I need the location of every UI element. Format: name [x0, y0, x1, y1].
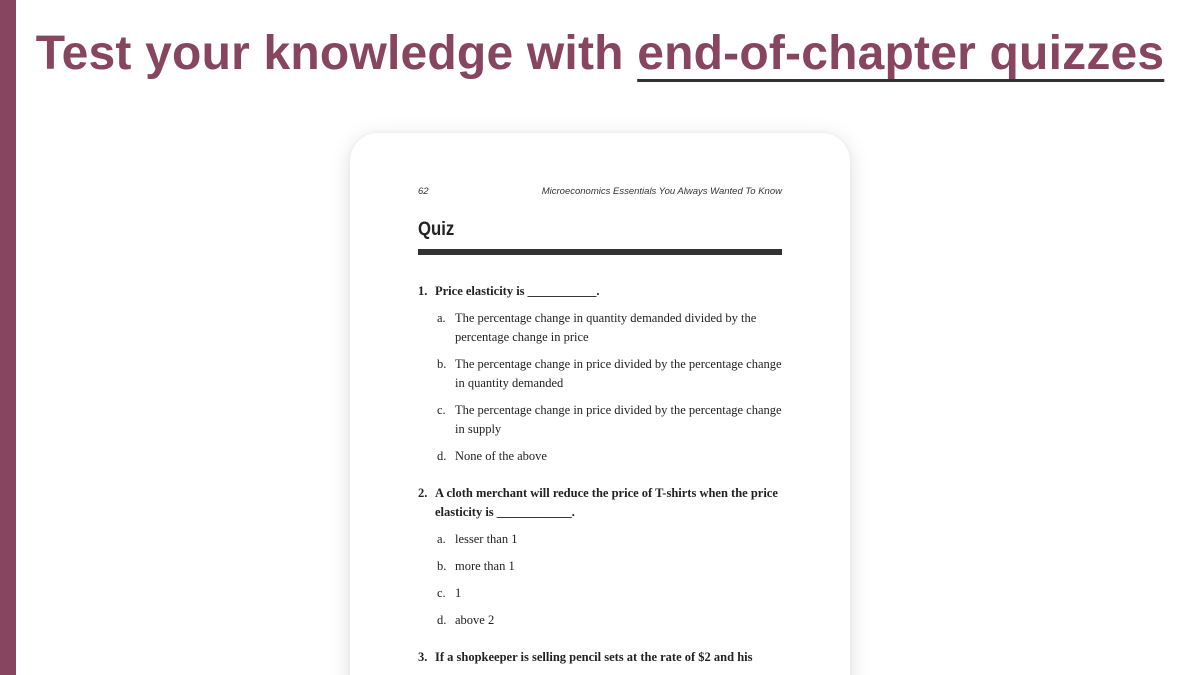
question-2	[418, 484, 782, 630]
option-text: The percentage change in price divided by the percentage change in supply	[455, 403, 782, 436]
question-number: 2.	[418, 486, 428, 500]
option-text: The percentage change in price divided by the percentage change in quantity demanded	[455, 357, 782, 390]
running-header	[418, 185, 782, 199]
option-b	[437, 355, 782, 393]
question-number: 1.	[418, 284, 428, 298]
question-text: Price elasticity is ___________.	[435, 284, 600, 298]
question-text: If a shopkeeper is selling pencil sets at the rate of $2 and his	[435, 650, 753, 664]
option-d	[437, 611, 782, 630]
option-a	[437, 309, 782, 347]
option-letter: a.	[437, 311, 446, 325]
option-list	[418, 530, 782, 630]
question-3	[418, 648, 782, 667]
option-a	[437, 530, 782, 549]
question-stem	[418, 648, 782, 667]
option-text: more than 1	[455, 559, 515, 573]
question-number: 3.	[418, 650, 428, 664]
page-content	[418, 185, 782, 675]
heading-rule	[418, 249, 782, 255]
page-number: 62	[418, 186, 429, 197]
headline-text: Test your knowledge with	[35, 27, 638, 80]
question-stem	[418, 282, 782, 301]
question-list	[418, 282, 782, 667]
question-stem	[418, 484, 782, 522]
option-letter: c.	[437, 403, 446, 417]
accent-bar	[0, 0, 16, 675]
option-c	[437, 401, 782, 439]
option-text: lesser than 1	[455, 532, 518, 546]
option-letter: d.	[437, 449, 447, 463]
book-page-preview	[350, 133, 850, 675]
running-title: Microeconomics Essentials You Always Wanted To Know	[541, 186, 782, 197]
option-letter: c.	[437, 586, 446, 600]
option-text: None of the above	[455, 449, 547, 463]
option-letter: b.	[437, 559, 447, 573]
option-b	[437, 557, 782, 576]
option-text: The percentage change in quantity demanded divided by the percentage change in price	[455, 311, 757, 344]
option-letter: a.	[437, 532, 446, 546]
quiz-heading: Quiz	[418, 219, 455, 240]
question-text: A cloth merchant will reduce the price of T-shirts when the price elasticity is ____________.	[435, 486, 778, 519]
option-c	[437, 584, 782, 603]
slide-headline	[0, 22, 1200, 86]
option-letter: b.	[437, 357, 447, 371]
option-text: 1	[455, 586, 462, 600]
option-text: above 2	[455, 613, 495, 627]
question-1	[418, 282, 782, 466]
option-letter: d.	[437, 613, 447, 627]
quizzes-link[interactable]: end-of-chapter quizzes	[637, 27, 1165, 80]
option-list	[418, 309, 782, 466]
option-d	[437, 447, 782, 466]
